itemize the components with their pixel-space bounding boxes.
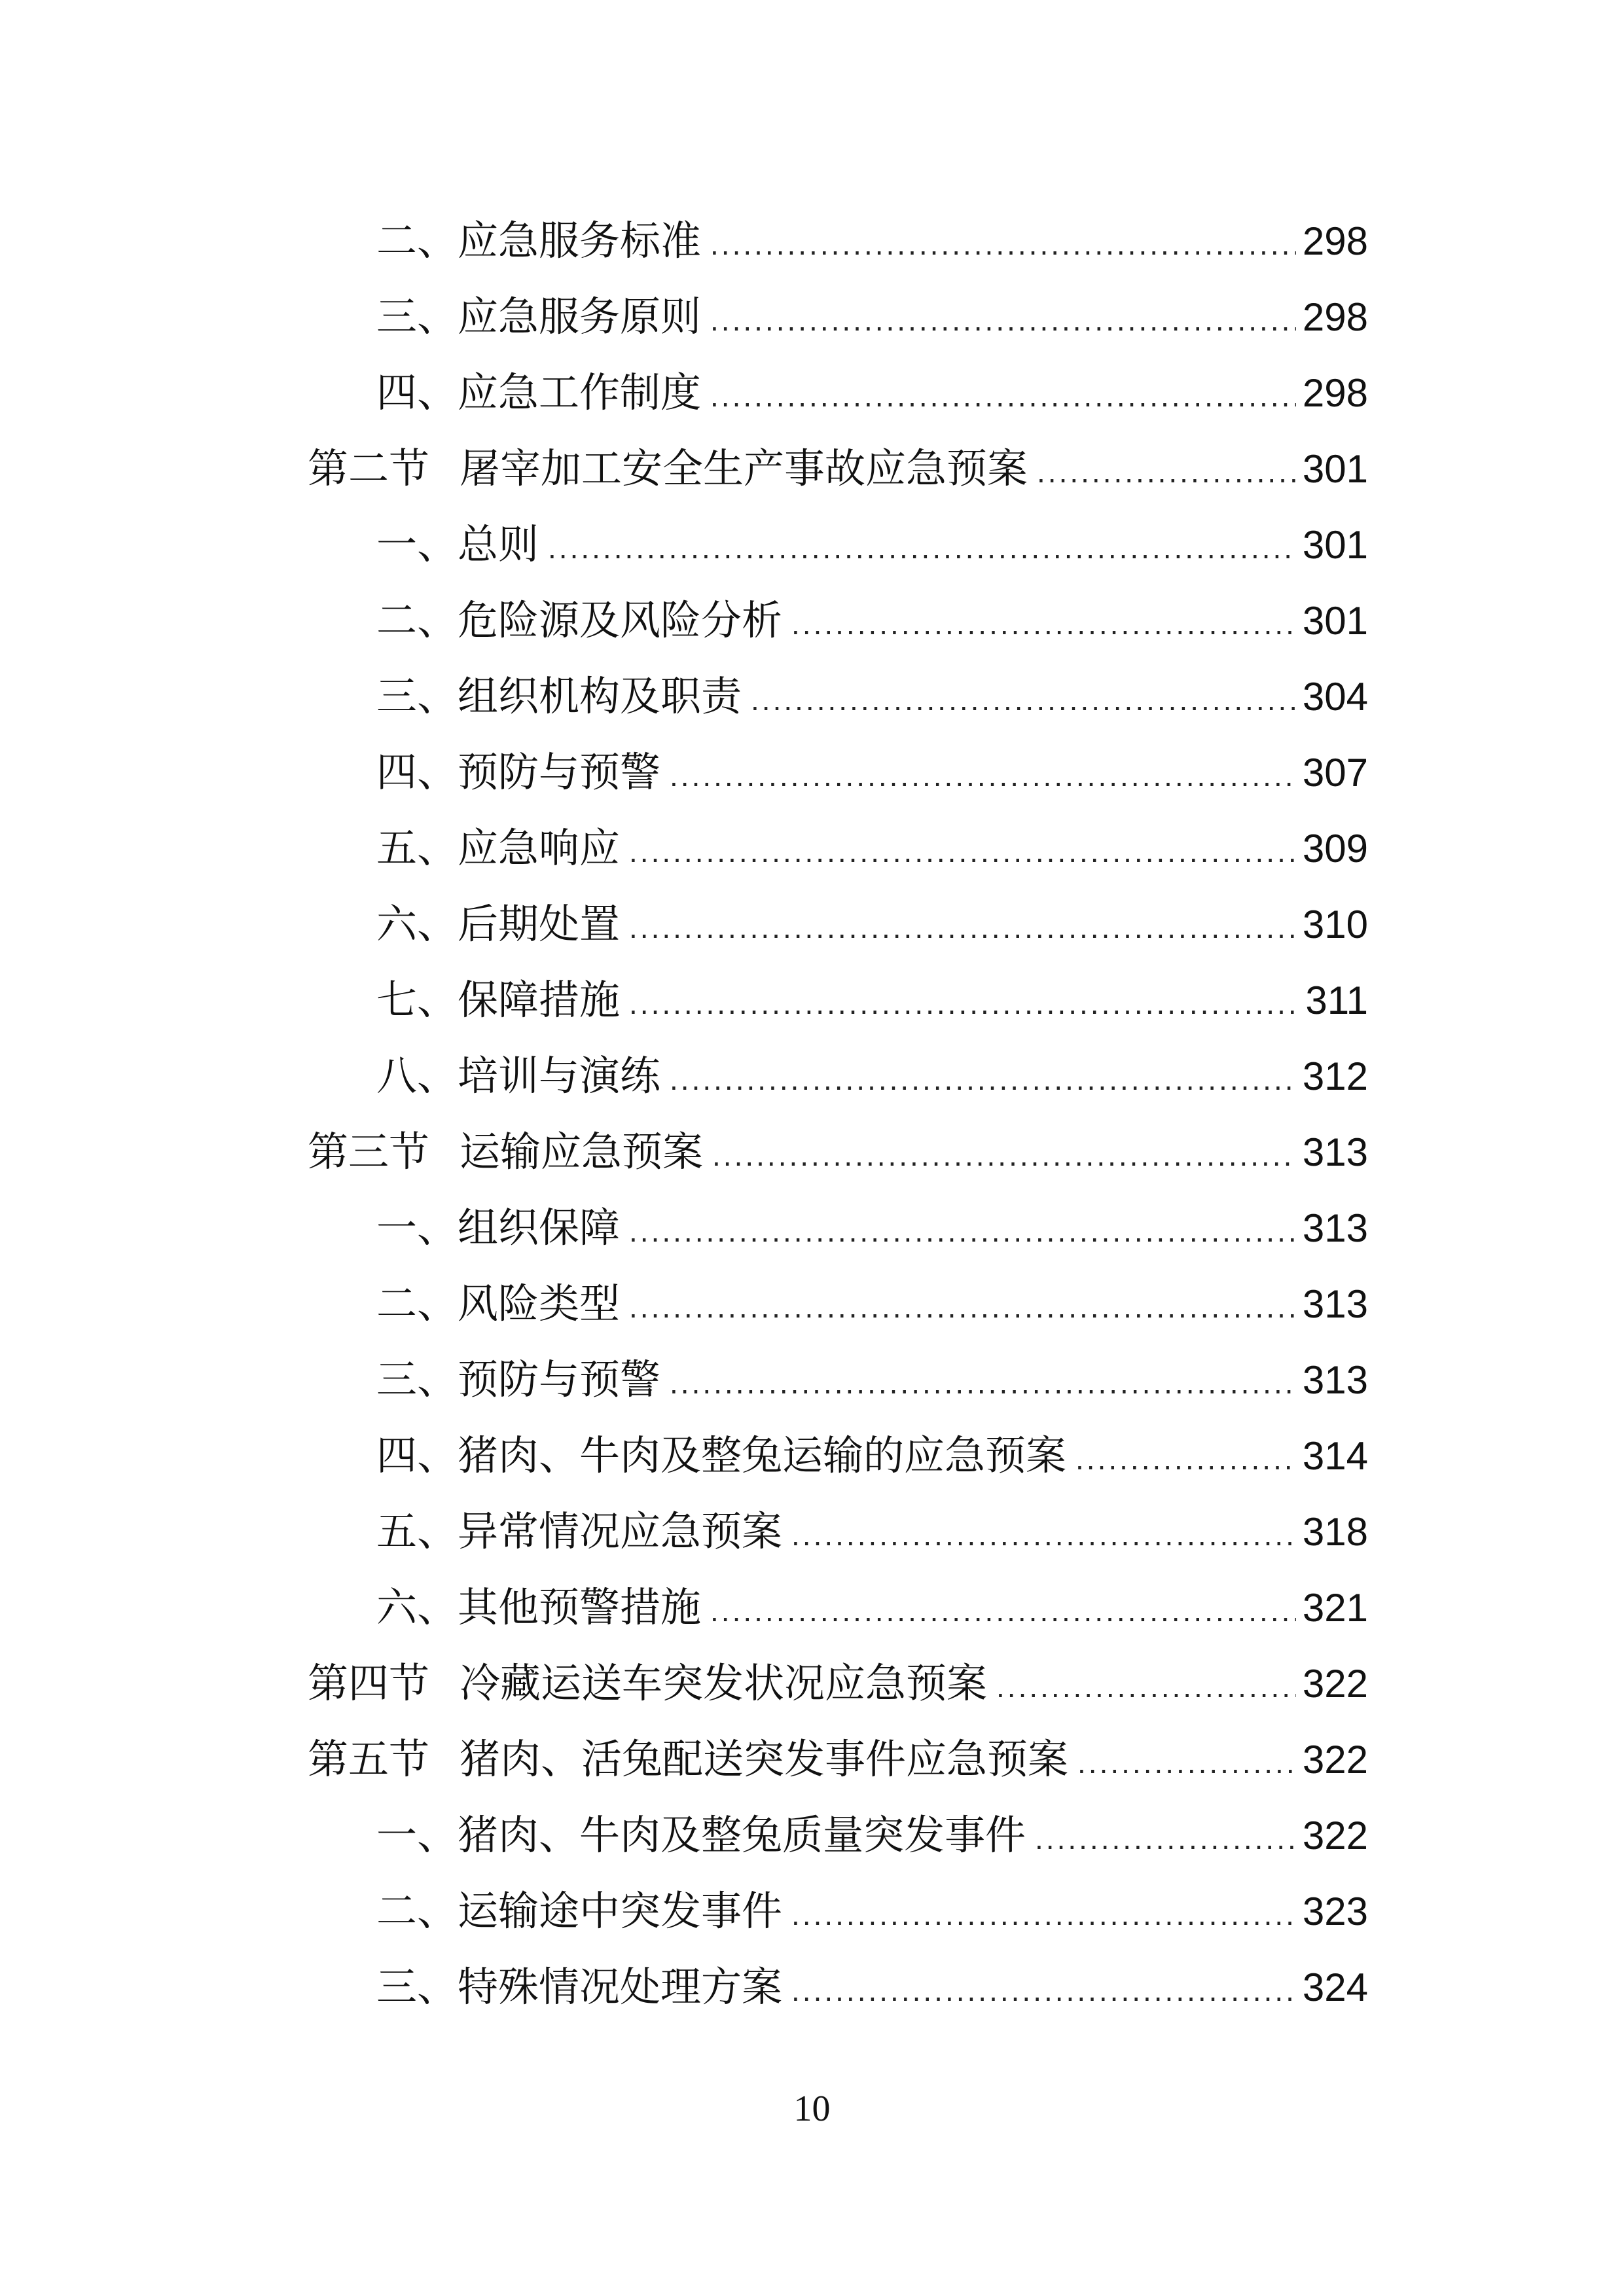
dot-leader [791,586,1296,662]
toc-entry-title: 应急响应 [458,824,621,872]
toc-entry-page: 313 [1302,1282,1368,1326]
toc-entry-number: 三、 [376,293,458,340]
dot-leader [791,1876,1296,1952]
toc-entry-number: 八、 [376,1052,458,1100]
toc-entry[interactable] [308,1873,1368,1949]
toc-section-number: 第五节 [308,1735,430,1783]
toc-entry-title: 应急工作制度 [458,368,702,416]
toc-entry-title: 特殊情况处理方案 [458,1963,783,2011]
toc-entry-page: 312 [1302,1054,1368,1098]
toc-entry-number: 六、 [376,900,458,948]
toc-section-entry[interactable] [308,1645,1368,1721]
dot-leader [791,1497,1296,1573]
toc-entry-number: 一、 [376,1811,458,1859]
toc-section-title: 运输应急预案 [460,1128,704,1175]
table-of-contents [308,203,1368,2025]
toc-entry-page: 301 [1302,523,1368,567]
toc-entry-title: 猪肉、牛肉及整兔运输的应急预案 [458,1431,1067,1479]
toc-entry-number: 六、 [376,1583,458,1631]
toc-entry-page: 311 [1305,978,1368,1022]
toc-entry-number: 二、 [376,596,458,644]
toc-entry-title: 风险类型 [458,1280,621,1327]
page-number: 10 [793,2089,831,2129]
toc-section-number: 第三节 [308,1128,430,1175]
toc-entry-number: 二、 [376,1280,458,1327]
toc-entry-page: 314 [1302,1434,1368,1478]
toc-entry-number: 四、 [376,368,458,416]
toc-entry-page: 304 [1302,675,1368,719]
dot-leader [1037,434,1296,510]
toc-entry-title: 其他预警措施 [458,1583,702,1631]
toc-entry-number: 三、 [376,1963,458,2011]
toc-entry[interactable] [308,658,1368,734]
dot-leader [751,662,1296,738]
toc-entry-title: 组织保障 [458,1204,621,1251]
toc-entry-page: 322 [1302,1738,1368,1782]
dot-leader [629,1269,1296,1345]
toc-entry-page: 321 [1302,1586,1368,1630]
dot-leader [548,510,1296,586]
toc-entry-page: 310 [1302,903,1368,946]
toc-section-number: 第二节 [308,444,430,492]
toc-entry-title: 危险源及风险分析 [458,596,783,644]
toc-entry[interactable] [308,1949,1368,2025]
toc-entry-title: 应急服务原则 [458,293,702,340]
toc-entry-number: 一、 [376,520,458,568]
toc-entry-page: 313 [1302,1358,1368,1402]
toc-section-entry[interactable] [308,431,1368,507]
toc-entry-title: 预防与预警 [458,1355,661,1403]
dot-leader [1077,1725,1296,1801]
dot-leader [629,889,1296,965]
toc-entry-number: 三、 [376,672,458,720]
toc-section-title: 屠宰加工安全生产事故应急预案 [460,444,1028,492]
toc-entry-number: 二、 [376,217,458,264]
toc-entry-page: 323 [1302,1890,1368,1933]
toc-entry-number: 五、 [376,1507,458,1555]
toc-section-number: 第四节 [308,1659,430,1707]
toc-entry-title: 保障措施 [458,976,621,1024]
toc-entry[interactable] [308,1797,1368,1873]
toc-entry-number: 四、 [376,1431,458,1479]
toc-entry[interactable] [308,1038,1368,1114]
dot-leader [670,1345,1296,1421]
toc-section-title: 冷藏运送车突发状况应急预案 [460,1659,988,1707]
toc-entry[interactable] [308,1418,1368,1494]
dot-leader [670,1041,1296,1117]
toc-entry-page: 309 [1302,827,1368,870]
toc-entry[interactable] [308,1190,1368,1266]
toc-entry[interactable] [308,279,1368,355]
dot-leader [710,282,1296,358]
dot-leader [629,965,1299,1041]
toc-entry-page: 324 [1302,1965,1368,2009]
toc-entry-page: 298 [1302,371,1368,415]
toc-entry[interactable] [308,1342,1368,1418]
toc-entry-page: 301 [1302,599,1368,643]
toc-entry-number: 一、 [376,1204,458,1251]
toc-entry-title: 预防与预警 [458,748,661,796]
toc-entry[interactable] [308,1494,1368,1570]
toc-entry-title: 猪肉、牛肉及整兔质量突发事件 [458,1811,1026,1859]
toc-entry-page: 307 [1302,751,1368,795]
toc-section-title: 猪肉、活兔配送突发事件应急预案 [460,1735,1069,1783]
toc-entry[interactable] [308,734,1368,810]
toc-entry[interactable] [308,203,1368,279]
toc-entry-page: 313 [1302,1206,1368,1250]
toc-entry-title: 应急服务标准 [458,217,702,264]
dot-leader [712,1117,1296,1193]
toc-entry-title: 异常情况应急预案 [458,1507,783,1555]
dot-leader [629,814,1296,889]
toc-section-entry[interactable] [308,1114,1368,1190]
toc-entry[interactable] [308,507,1368,583]
toc-entry-title: 组织机构及职责 [458,672,742,720]
dot-leader [1035,1801,1296,1876]
toc-entry-number: 五、 [376,824,458,872]
toc-section-entry[interactable] [308,1721,1368,1797]
toc-entry-page: 298 [1302,219,1368,263]
toc-entry-title: 培训与演练 [458,1052,661,1100]
toc-entry-number: 四、 [376,748,458,796]
toc-entry-page: 298 [1302,295,1368,339]
toc-entry-number: 二、 [376,1887,458,1935]
dot-leader [710,358,1296,434]
toc-entry[interactable] [308,355,1368,431]
toc-entry[interactable] [308,1266,1368,1342]
toc-entry-page: 313 [1302,1130,1368,1174]
dot-leader [791,1952,1296,2028]
toc-entry-number: 七、 [376,976,458,1024]
dot-leader [1075,1421,1296,1497]
toc-entry-title: 总则 [458,520,539,568]
toc-entry[interactable] [308,810,1368,886]
toc-entry[interactable] [308,1570,1368,1645]
dot-leader [996,1649,1296,1725]
dot-leader [710,1573,1296,1649]
toc-entry[interactable] [308,962,1368,1038]
dot-leader [629,1193,1296,1269]
toc-entry[interactable] [308,583,1368,658]
toc-entry[interactable] [308,886,1368,962]
dot-leader [710,206,1296,282]
toc-entry-title: 后期处置 [458,900,621,948]
toc-entry-number: 三、 [376,1355,458,1403]
toc-entry-page: 318 [1302,1510,1368,1554]
toc-entry-title: 运输途中突发事件 [458,1887,783,1935]
toc-entry-page: 322 [1302,1662,1368,1706]
dot-leader [670,738,1296,814]
toc-entry-page: 322 [1302,1814,1368,1857]
toc-entry-page: 301 [1302,447,1368,491]
